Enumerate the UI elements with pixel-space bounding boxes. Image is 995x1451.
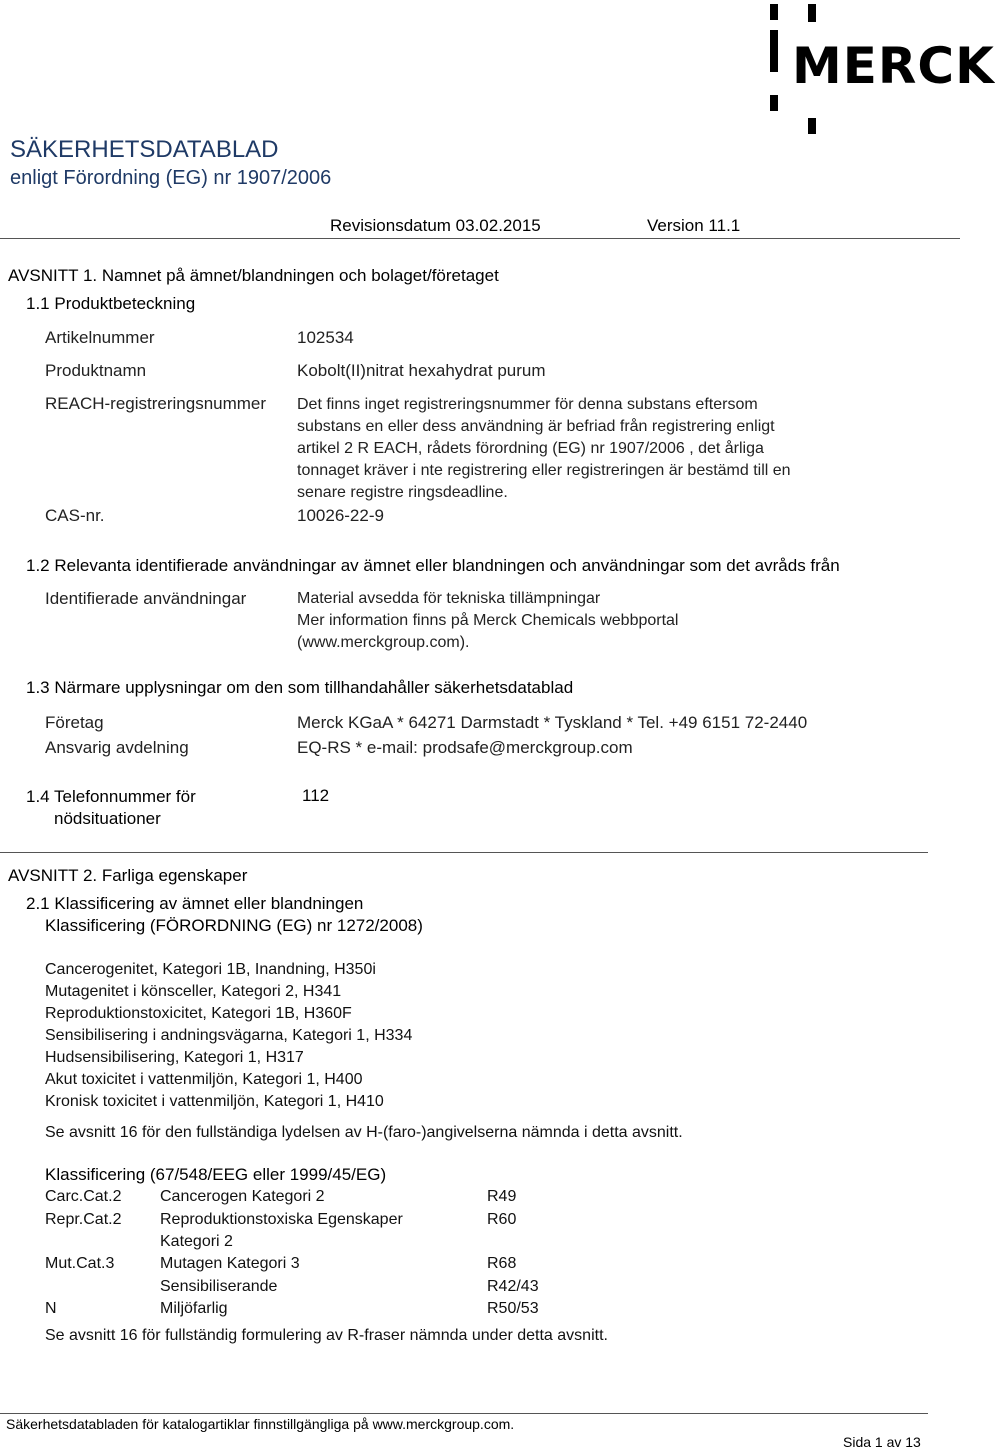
- eec-r: R60: [487, 1211, 517, 1228]
- cas-label: CAS-nr.: [45, 506, 105, 525]
- clp-heading: Klassificering (FÖRORDNING (EG) nr 1272/2008): [45, 916, 423, 935]
- produktnamn-label: Produktnamn: [45, 361, 147, 380]
- identifierade-line: (www.merckgroup.com).: [297, 634, 470, 651]
- eec-desc: Kategori 2: [160, 1233, 233, 1250]
- logo-bar: [808, 4, 816, 22]
- footer-text: Säkerhetsdatabladen för katalogartiklar finnstillgängliga på www.merckgroup.com.: [6, 1416, 515, 1432]
- eec-note: Se avsnitt 16 för fullständig formulering av R-fraser nämnda under detta avsnitt.: [45, 1327, 608, 1344]
- artikelnummer-label: Artikelnummer: [45, 328, 155, 347]
- clp-item: Kronisk toxicitet i vattenmiljön, Kategori 1, H410: [45, 1093, 384, 1110]
- eec-code: N: [45, 1300, 57, 1317]
- artikelnummer-value: 102534: [297, 328, 354, 347]
- subsection-1-4-line: nödsituationer: [54, 809, 161, 828]
- eec-r: R42/43: [487, 1278, 539, 1295]
- eec-desc: Cancerogen Kategori 2: [160, 1188, 325, 1205]
- eec-desc: Mutagen Kategori 3: [160, 1255, 300, 1272]
- eec-r: R50/53: [487, 1300, 539, 1317]
- eec-desc: Reproduktionstoxiska Egenskaper: [160, 1211, 403, 1228]
- logo-bar: [770, 95, 778, 111]
- identifierade-text: [297, 588, 678, 654]
- eec-code: Repr.Cat.2: [45, 1211, 122, 1228]
- cas-value: 10026-22-9: [297, 506, 384, 525]
- header-divider: [0, 238, 960, 239]
- eec-desc: Sensibiliserande: [160, 1278, 278, 1295]
- foretag-label: Företag: [45, 713, 104, 732]
- section-2-heading: AVSNITT 2. Farliga egenskaper: [8, 866, 248, 885]
- page-number: Sida 1 av 13: [843, 1434, 921, 1450]
- reach-line: Det finns inget registreringsnummer för denna substans eftersom: [297, 396, 758, 413]
- document-title: SÄKERHETSDATABLAD: [10, 136, 279, 163]
- subsection-1-1-heading: 1.1 Produktbeteckning: [26, 294, 196, 313]
- eec-desc: Miljöfarlig: [160, 1300, 228, 1317]
- eec-r: R49: [487, 1188, 517, 1205]
- clp-note: Se avsnitt 16 för den fullständiga lydelsen av H-(faro-)angivelserna nämnda i detta avsnitt.: [45, 1124, 683, 1141]
- eec-code: Carc.Cat.2: [45, 1188, 122, 1205]
- footer-divider: [0, 1413, 928, 1414]
- logo-bar: [770, 4, 778, 20]
- reach-text: [297, 394, 791, 504]
- produktnamn-value: Kobolt(II)nitrat hexahydrat purum: [297, 361, 546, 380]
- identifierade-line: Mer information finns på Merck Chemicals webbportal: [297, 612, 679, 629]
- revision-date: Revisionsdatum 03.02.2015: [330, 216, 541, 235]
- clp-item: Cancerogenitet, Kategori 1B, Inandning, H350i: [45, 961, 376, 978]
- eec-r: R68: [487, 1255, 517, 1272]
- reach-line: substans en eller dess användning är befriad från registrering enligt: [297, 418, 775, 435]
- clp-item: Mutagenitet i könsceller, Kategori 2, H341: [45, 983, 342, 1000]
- section-1-heading: AVSNITT 1. Namnet på ämnet/blandningen och bolaget/företaget: [8, 266, 499, 285]
- clp-item: Reproduktionstoxicitet, Kategori 1B, H360F: [45, 1005, 352, 1022]
- reach-label: REACH-registreringsnummer: [45, 394, 267, 413]
- eec-heading: Klassificering (67/548/EEG eller 1999/45/EG): [45, 1165, 387, 1184]
- clp-list: [45, 959, 412, 1113]
- document-subtitle: enligt Förordning (EG) nr 1907/2006: [10, 167, 332, 189]
- identifierade-line: Material avsedda för tekniska tillämpningar: [297, 590, 601, 607]
- subsection-1-2-heading: 1.2 Relevanta identifierade användningar av ämnet eller blandningen och användningar som det avråds från: [26, 556, 840, 575]
- version: Version 11.1: [647, 216, 741, 235]
- emergency-number: 112: [302, 786, 330, 805]
- section-divider: [0, 852, 928, 853]
- logo-bar: [808, 118, 816, 134]
- subsection-2-1-heading: 2.1 Klassificering av ämnet eller blandningen: [26, 894, 364, 913]
- clp-item: Sensibilisering i andningsvägarna, Kategori 1, H334: [45, 1027, 413, 1044]
- foretag-value: Merck KGaA * 64271 Darmstadt * Tyskland * Tel. +49 6151 72-2440: [297, 713, 808, 732]
- avdelning-value: EQ-RS * e-mail: prodsafe@merckgroup.com: [297, 738, 633, 757]
- reach-line: senare registre ringsdeadline.: [297, 484, 508, 501]
- clp-item: Akut toxicitet i vattenmiljön, Kategori 1, H400: [45, 1071, 363, 1088]
- subsection-1-4-heading: [26, 786, 196, 830]
- clp-item: Hudsensibilisering, Kategori 1, H317: [45, 1049, 304, 1066]
- identifierade-label: Identifierade användningar: [45, 589, 247, 608]
- eec-code: Mut.Cat.3: [45, 1255, 115, 1272]
- reach-line: tonnaget kräver i nte registrering eller registreringen är bestämd till en: [297, 462, 791, 479]
- logo-bar: [770, 30, 778, 72]
- logo-text: MERCK: [792, 37, 995, 95]
- subsection-1-4-line: 1.4 Telefonnummer för: [26, 787, 196, 806]
- avdelning-label: Ansvarig avdelning: [45, 738, 189, 757]
- subsection-1-3-heading: 1.3 Närmare upplysningar om den som tillhandahåller säkerhetsdatablad: [26, 678, 574, 697]
- reach-line: artikel 2 R EACH, rådets förordning (EG) nr 1907/2006 , det årliga: [297, 440, 764, 457]
